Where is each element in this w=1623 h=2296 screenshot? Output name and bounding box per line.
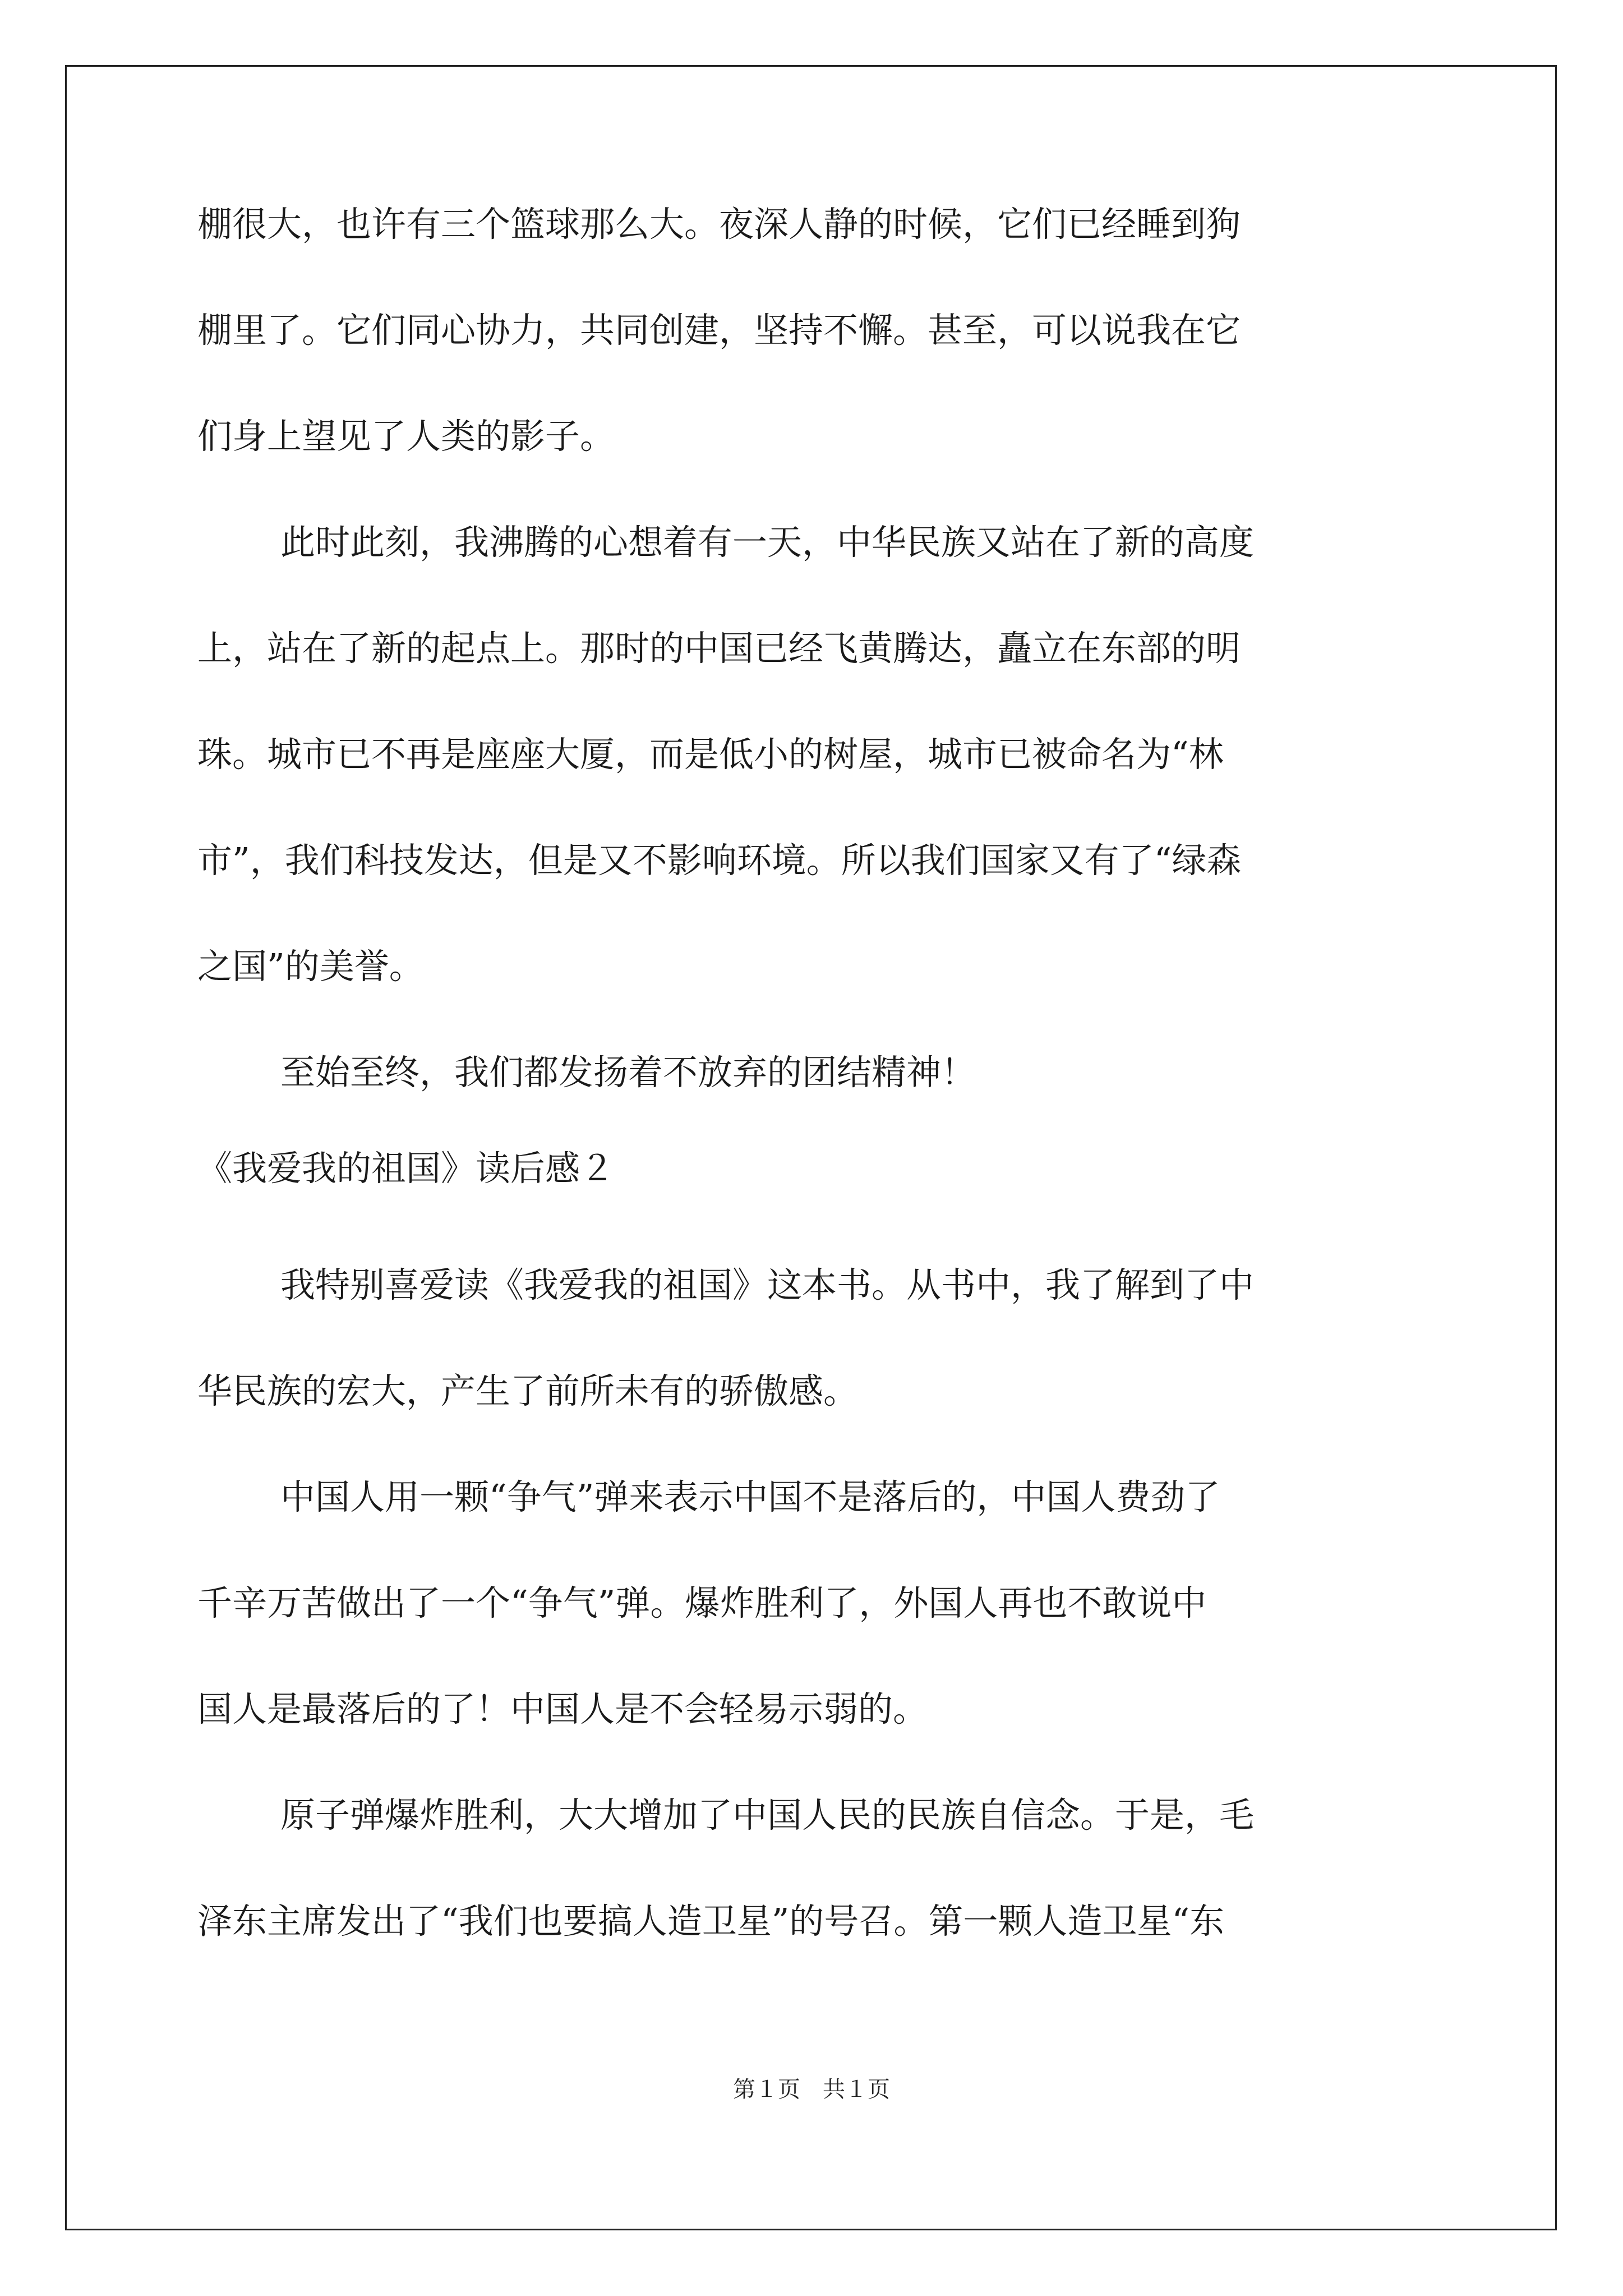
text-line: 棚里了。它们同心协力，共同创建，坚持不懈。甚至，可以说我在它 bbox=[197, 310, 1241, 351]
text-line: 国人是最落后的了！中国人是不会轻易示弱的。 bbox=[197, 1688, 928, 1729]
text-line: 华民族的宏大，产生了前所未有的骄傲感。 bbox=[197, 1370, 859, 1411]
section-title: 《我爱我的祖国》读后感２ bbox=[197, 1148, 615, 1189]
paragraph-start: 此时此刻，我沸腾的心想着有一天，中华民族又站在了新的高度 bbox=[280, 522, 1255, 563]
page-footer bbox=[0, 2076, 1623, 2104]
text-line: 棚很大，也许有三个篮球那么大。夜深人静的时候，它们已经睡到狗 bbox=[197, 204, 1241, 245]
text-line: 之国”的美誉。 bbox=[197, 946, 424, 987]
paragraph-start: 至始至终，我们都发扬着不放弃的团结精神！ bbox=[280, 1052, 976, 1093]
text-line: 千辛万苦做出了一个“争气”弹。爆炸胜利了，外国人再也不敢说中 bbox=[197, 1582, 1207, 1623]
page-total: 共１页 bbox=[823, 2077, 890, 2102]
text-line: 珠。城市已不再是座座大厦，而是低小的树屋，城市已被命名为“林 bbox=[197, 734, 1224, 775]
document-body bbox=[197, 197, 1431, 1948]
text-line: 泽东主席发出了“我们也要搞人造卫星”的号召。第一颗人造卫星“东 bbox=[197, 1901, 1225, 1941]
paragraph-start: 中国人用一颗“争气”弹来表示中国不是落后的，中国人费劲了 bbox=[280, 1476, 1220, 1517]
paragraph-start: 我特别喜爱读《我爱我的祖国》这本书。从书中，我了解到了中 bbox=[280, 1264, 1255, 1305]
text-line: 市”，我们科技发达，但是又不影响环境。所以我们国家又有了“绿森 bbox=[197, 840, 1242, 881]
page-number: 第１页 bbox=[733, 2077, 800, 2102]
text-line: 们身上望见了人类的影子。 bbox=[197, 416, 615, 457]
paragraph-start: 原子弹爆炸胜利，大大增加了中国人民的民族自信念。于是，毛 bbox=[280, 1795, 1255, 1835]
text-line: 上，站在了新的起点上。那时的中国已经飞黄腾达，矗立在东部的明 bbox=[197, 628, 1241, 669]
